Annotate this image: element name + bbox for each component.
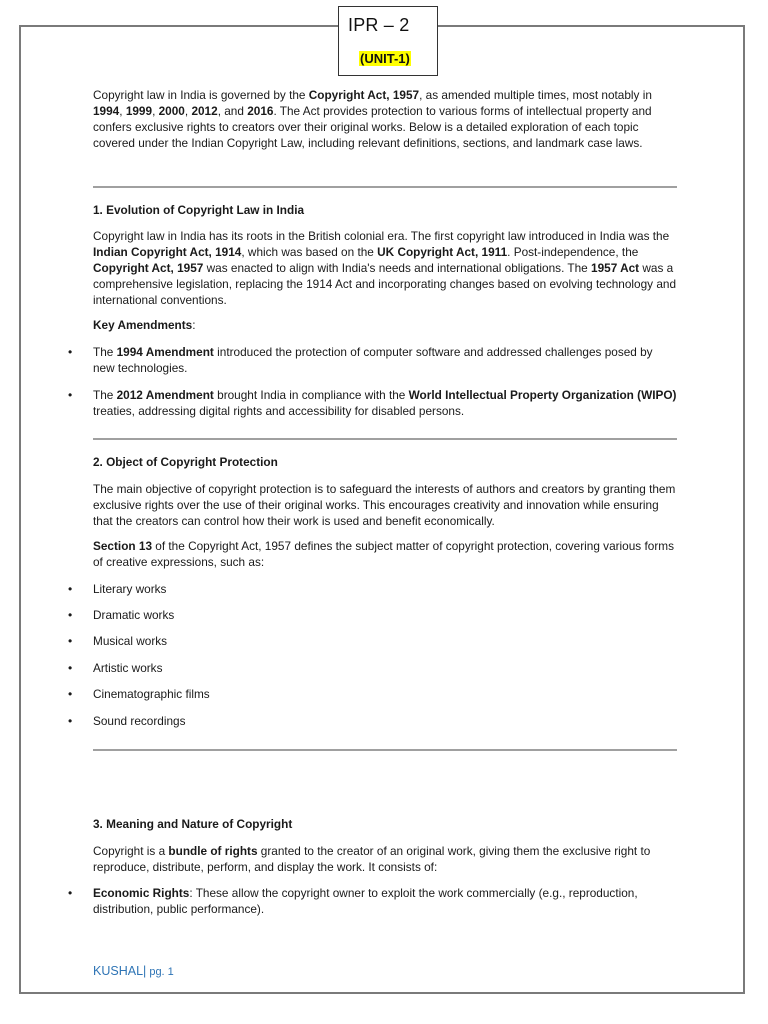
section-1-heading: 1. Evolution of Copyright Law in India	[93, 203, 305, 217]
bullet-icon: •	[68, 687, 73, 701]
bullet-icon: •	[68, 608, 73, 622]
section-3-heading: 3. Meaning and Nature of Copyright	[93, 817, 293, 831]
list-item: • The 2012 Amendment brought India in compliance with the World Intellectual Property Organization (WIPO) treaties, addressing digital rights and accessibility for disabled persons.	[68, 388, 677, 418]
list-item: • Economic Rights: These allow the copyright owner to exploit the work commercially (e.g., reproduction, distribution, public performance).	[68, 886, 638, 916]
bullet-icon: •	[68, 634, 73, 648]
bullet-icon: •	[68, 714, 73, 728]
section-divider	[93, 438, 677, 440]
list-item: • Musical works	[68, 634, 168, 648]
list-item: • Dramatic works	[68, 608, 175, 622]
list-item: • Artistic works	[68, 661, 163, 675]
section-2-paragraph: The main objective of copyright protection is to safeguard the interests of authors and creators by granting them exclusive rights over the use of their original works. This encourages creativity and innovation while ensuring that the creators can control how their work is used and benefit economically.	[93, 482, 676, 528]
bullet-icon: •	[68, 582, 73, 596]
bullet-icon: •	[68, 886, 73, 900]
intro-paragraph: Copyright law in India is governed by the Copyright Act, 1957, as amended multiple times, most notably in 1994, 1999, 2000, 2012, and 2016. The Act provides protection to various forms of intellectual property and confers exclusive rights to creators over their original works. Below is a detailed exploration of each topic covered under the Indian Copyright Law, including relevant definitions, sections, and landmark case laws.	[93, 88, 652, 150]
section-divider	[93, 749, 677, 751]
page-footer	[93, 964, 174, 978]
list-item: • Literary works	[68, 582, 167, 596]
bullet-icon: •	[68, 345, 73, 359]
section-3-paragraph: Copyright is a bundle of rights granted to the creator of an original work, giving them the exclusive right to reproduce, distribute, perform, and display the work. It consists of:	[93, 844, 651, 874]
section-divider	[93, 186, 677, 188]
list-item: • Cinematographic films	[68, 687, 210, 701]
title-box	[338, 6, 438, 76]
document-title: IPR – 2	[348, 15, 410, 35]
list-item: • The 1994 Amendment introduced the protection of computer software and addressed challenges posed by new technologies.	[68, 345, 653, 375]
list-item: • Sound recordings	[68, 714, 186, 728]
bullet-icon: •	[68, 661, 73, 675]
section-13-paragraph: Section 13 of the Copyright Act, 1957 defines the subject matter of copyright protection, covering various forms of creative expressions, such as:	[93, 539, 674, 569]
bullet-icon: •	[68, 388, 73, 402]
unit-label: (UNIT-1)	[360, 51, 410, 66]
key-amendments-label: Key Amendments:	[93, 318, 196, 332]
footer-author: KUSHAL|	[93, 964, 147, 978]
section-1-paragraph: Copyright law in India has its roots in the British colonial era. The first copyright law introduced in India was the Indian Copyright Act, 1914, which was based on the UK Copyright Act, 1911. Post-independence, the Copyright Act, 1957 was enacted to align with India's needs and international obligations. The 1957 Act was a comprehensive legislation, replacing the 1914 Act and incorporating changes based on evolving technology and international conventions.	[93, 229, 677, 307]
section-2-heading: 2. Object of Copyright Protection	[93, 455, 278, 469]
page-number: pg. 1	[146, 966, 174, 978]
